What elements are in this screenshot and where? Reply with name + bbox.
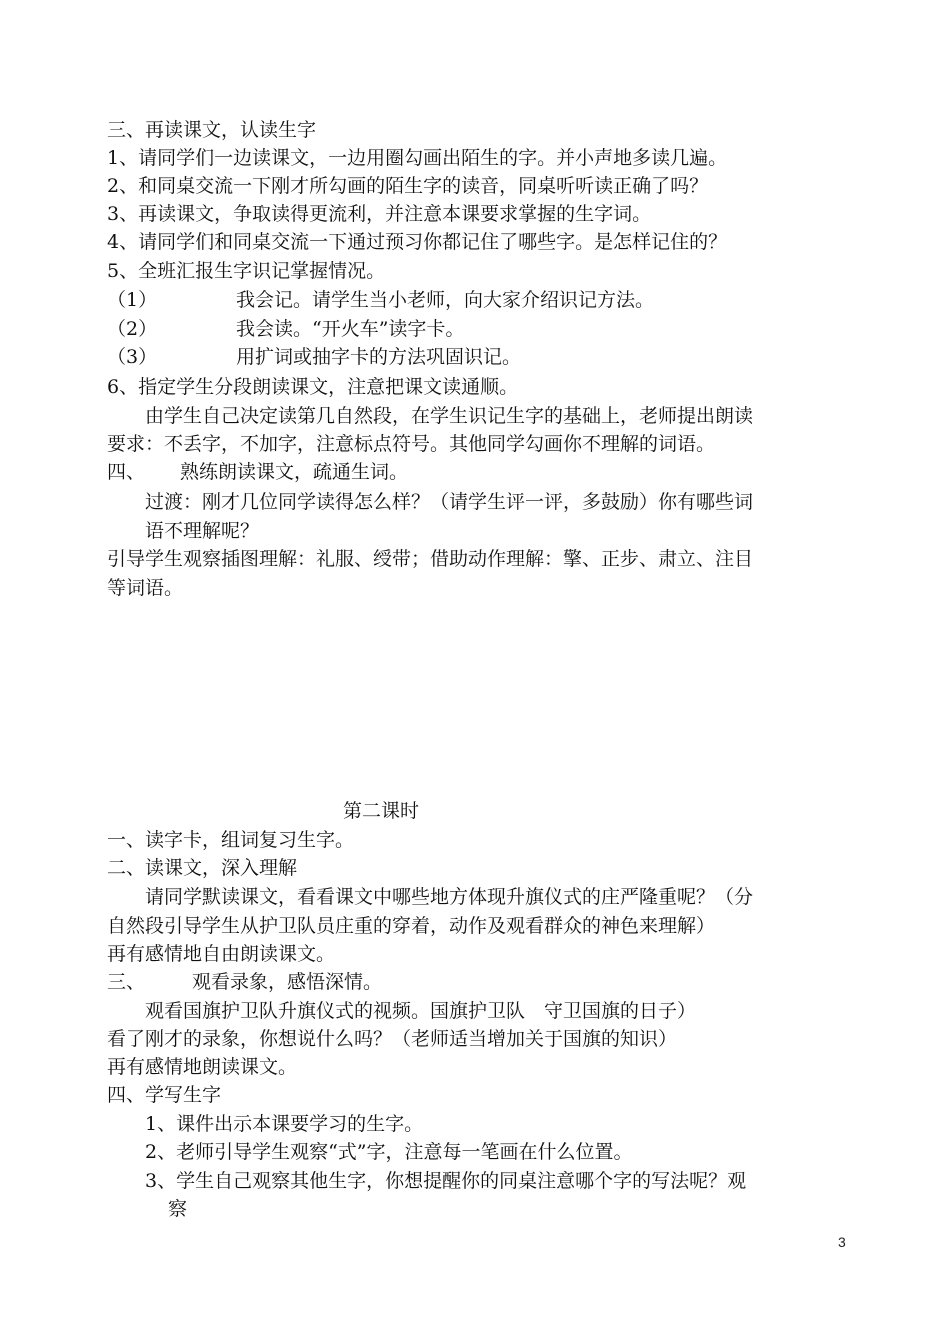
section-heading: 三、再读课文，认读生字 xyxy=(107,119,317,141)
sub-item-number: （3） xyxy=(107,346,158,368)
paragraph-line: 等词语。 xyxy=(107,577,184,599)
list-item: 4、请同学们和同桌交流一下通过预习你都记住了哪些字。是怎样记住的？ xyxy=(107,231,728,253)
paragraph-line: 要求：不丢字，不加字，注意标点符号。其他同学勾画你不理解的词语。 xyxy=(107,433,716,455)
sub-item: 2、老师引导学生观察“式”字，注意每一笔画在什么位置。 xyxy=(145,1141,633,1163)
list-item: 6、指定学生分段朗读课文，注意把课文读通顺。 xyxy=(107,376,519,398)
list-item: 3、再读课文，争取读得更流利，并注意本课要求掌握的生字词。 xyxy=(107,203,652,225)
paragraph-line: 引导学生观察插图理解：礼服、绶带；借助动作理解：擎、正步、肃立、注目 xyxy=(107,548,754,570)
paragraph-line: 再有感情地自由朗读课文。 xyxy=(107,943,336,965)
list-item: 1、请同学们一边读课文，一边用圈勾画出陌生的字。并小声地多读几遍。 xyxy=(107,147,728,169)
paragraph-line: 观看国旗护卫队升旗仪式的视频。国旗护卫队 守卫国旗的日子） xyxy=(145,1000,697,1022)
lesson-title: 第二课时 xyxy=(343,800,420,822)
sub-item: 3、学生自己观察其他生字，你想提醒你的同桌注意哪个字的写法呢？观 xyxy=(145,1170,747,1192)
sub-item-number: （1） xyxy=(107,289,158,311)
paragraph-line: 请同学默读课文，看看课文中哪些地方体现升旗仪式的庄严隆重呢？（分 xyxy=(145,886,754,908)
sub-item-text: 我会记。请学生当小老师，向大家介绍识记方法。 xyxy=(236,289,655,311)
sub-item-number: （2） xyxy=(107,318,158,340)
list-item: 四、学写生字 xyxy=(107,1084,222,1106)
list-item: 5、全班汇报生字识记掌握情况。 xyxy=(107,260,386,282)
section-heading: 熟练朗读课文，疏通生词。 xyxy=(180,461,409,483)
paragraph-line: 自然段引导学生从护卫队员庄重的穿着，动作及观看群众的神色来理解） xyxy=(107,915,716,937)
paragraph-line: 再有感情地朗读课文。 xyxy=(107,1056,298,1078)
sub-item: 察 xyxy=(168,1198,188,1220)
sub-item-text: 我会读。“开火车”读字卡。 xyxy=(236,318,465,340)
section-heading: 观看录象，感悟深情。 xyxy=(192,971,383,993)
list-item: 2、和同桌交流一下刚才所勾画的陌生字的读音，同桌听听读正确了吗？ xyxy=(107,175,709,197)
paragraph-line: 过渡：刚才几位同学读得怎么样？（请学生评一评，多鼓励）你有哪些词 xyxy=(145,491,754,513)
paragraph-line: 语不理解呢？ xyxy=(145,520,260,542)
section-number: 三、 xyxy=(107,971,146,993)
list-item: 一、读字卡，组词复习生字。 xyxy=(107,829,355,851)
list-item: 二、读课文，深入理解 xyxy=(107,857,298,879)
page-number: 3 xyxy=(838,1234,846,1250)
sub-item: 1、课件出示本课要学习的生字。 xyxy=(145,1113,424,1135)
paragraph-line: 由学生自己决定读第几自然段，在学生识记生字的基础上，老师提出朗读 xyxy=(145,405,754,427)
sub-item-text: 用扩词或抽字卡的方法巩固识记。 xyxy=(236,346,522,368)
paragraph-line: 看了刚才的录象，你想说什么吗？（老师适当增加关于国旗的知识） xyxy=(107,1028,678,1050)
section-number: 四、 xyxy=(107,461,146,483)
